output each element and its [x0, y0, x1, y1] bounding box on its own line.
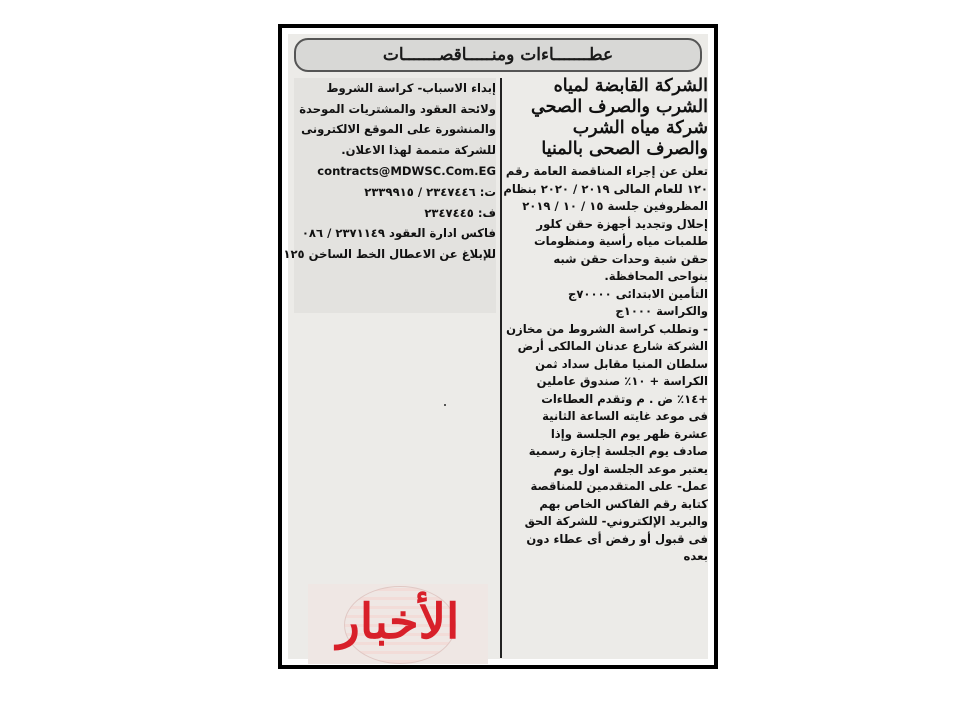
body-line: للشركة متممة لهذا الاعلان. [341, 142, 496, 157]
body-line: والمنشورة على الموقع الالكترونى [301, 122, 496, 136]
body-line: فى موعد غايته الساعة الثانية [542, 409, 708, 423]
body-line: والكراسة ١٠٠٠ج [615, 304, 708, 318]
contact-email: contracts@MDWSC.Com.EG [317, 164, 496, 178]
newspaper-logo [308, 584, 488, 664]
body-line: حقن شبة وحدات حقن شبه [553, 251, 708, 266]
clipping-frame [278, 24, 718, 669]
body-line: الشركة شارع عدنان المالكى أرض [517, 339, 708, 353]
body-line: ١٢٠ للعام المالى ٢٠١٩ / ٢٠٢٠ بنظام [503, 181, 708, 196]
body-line: إحلال وتجديد أجهزة حقن كلور [536, 216, 708, 231]
company-line: والصرف الصحى بالمنيا [541, 139, 708, 159]
body-line: +١٤٪ ض . م وتقدم العطاءات [541, 391, 708, 406]
body-line: بنواحى المحافظة. [604, 269, 708, 283]
contracts-fax-line: فاكس ادارة العقود ٢٣٧١١٤٩ / ٠٨٦ [301, 226, 496, 240]
right-column [503, 76, 708, 666]
company-line: الشرب والصرف الصحي [531, 97, 708, 117]
company-line: الشركة القابضة لمياه [553, 76, 708, 96]
company-line: شركة مياه الشرب [572, 118, 708, 138]
body-line: الكراسة + ١٠٪ صندوق عاملين [536, 374, 708, 388]
logo-text: الأخبار [336, 594, 460, 650]
body-line: كتابة رقم الفاكس الخاص بهم [539, 496, 708, 511]
newspaper-clipping [283, 34, 708, 659]
hotline-line: للإبلاغ عن الاعطال الخط الساخن ١٢٥ [283, 246, 496, 261]
section-header [294, 38, 702, 72]
body-line: والبريد الإلكتروني- للشركة الحق [524, 514, 708, 528]
body-line: - وتطلب كراسة الشروط من مخازن [506, 321, 708, 336]
body-line: سلطان المنيا مقابل سداد ثمن [535, 356, 708, 371]
left-column [283, 78, 496, 313]
column-divider [500, 78, 502, 658]
body-line: تعلن عن إجراء المناقصة العامة رقم [505, 164, 708, 178]
body-line: إبداء الاسباب- كراسة الشروط [326, 81, 496, 95]
body-line: المظروفين جلسة ١٥ / ١٠ / ٢٠١٩ [522, 199, 708, 213]
announcement-body [503, 163, 708, 566]
body-line: ولائحة العقود والمشتريات الموحدة [299, 101, 496, 116]
fax-line: ف: ٢٣٤٧٤٤٥ [424, 205, 496, 220]
section-header-text: عطـــــــاءات ومنـــــاقصـــــــات [382, 45, 614, 65]
body-line: طلمبات مياه رأسية ومنظومات [533, 234, 708, 248]
body-line: فى قبول أو رفض أى عطاء دون [526, 531, 708, 546]
body-line: يعتبر موعد الجلسة اول يوم [553, 461, 708, 476]
phone-line: ت: ٢٣٤٧٤٤٦ / ٢٣٣٩٩١٥ [364, 185, 496, 199]
print-speck [444, 404, 446, 406]
body-line: بعده [683, 549, 708, 563]
body-line: عشرة ظهر يوم الجلسة وإذا [550, 426, 708, 441]
body-line: التأمين الابتدائى ٧٠٠٠٠ج [567, 286, 708, 301]
body-line: صادف يوم الجلسة إجازة رسمية [528, 444, 708, 458]
company-name [510, 76, 708, 160]
body-line: عمل- على المتقدمين للمناقصة [530, 479, 708, 493]
